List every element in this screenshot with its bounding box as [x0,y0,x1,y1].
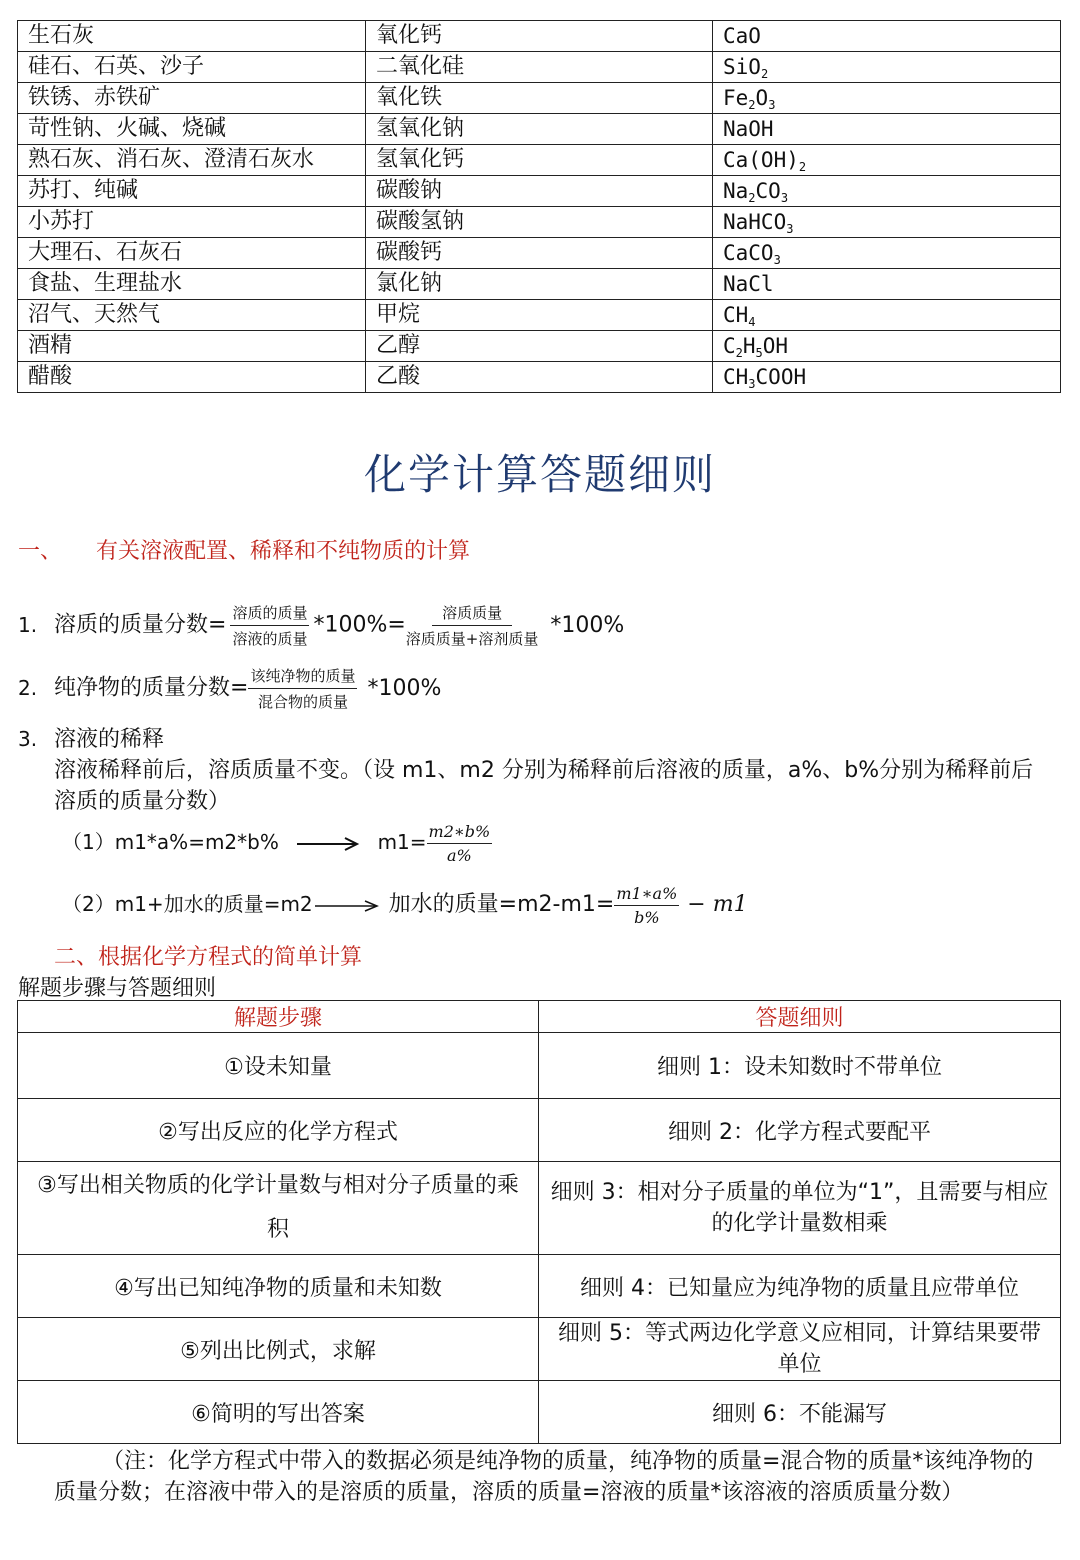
formula-cell [713,145,1061,176]
step-cell: ①设未知量 [18,1033,539,1099]
numerator: m2∗b% [427,822,493,844]
footnote [54,1446,1054,1508]
table-row [18,1318,1061,1381]
rule-cell: 细则 5：等式两边化学意义应相同，计算结果要带单位 [539,1318,1061,1381]
equation-tail: − m1 [687,892,748,917]
formula-part: SiO [723,55,761,79]
common-name-cell: 硅石、石英、沙子 [18,52,366,83]
formula-text: *100% [367,675,442,701]
formula-text: *100% [550,612,625,638]
formula-part: COOH [755,365,807,389]
rule-cell: 细则 3：相对分子质量的单位为“1”，且需要与相应的化学计量数相乘 [539,1162,1061,1255]
common-name-cell: 苏打、纯碱 [18,176,366,207]
chemical-name-cell: 氧化铁 [366,83,713,114]
table-row [18,52,1061,83]
formula-part: H [742,334,756,358]
dilution-text-line1: 溶液稀释前后，溶质质量不变。（设 m1、m2 分别为稀释前后溶液的质量，a%、b%分别为稀释前后 [54,758,1034,783]
formula-subscript: 3 [768,98,776,112]
chemical-name-cell: 二氧化硅 [366,52,713,83]
chemical-name-cell: 碳酸钠 [366,176,713,207]
chemical-name-cell: 乙酸 [366,362,713,393]
page-title: 化学计算答题细则 [363,450,716,499]
step-cell: ②写出反应的化学方程式 [18,1099,539,1162]
formula-part: O [755,86,769,110]
equation-left: （1）m1*a%=m2*b% [62,830,279,854]
item-number: 2. [18,675,38,700]
formula-cell [713,207,1061,238]
numerator: m1∗a% [614,884,679,906]
fraction [427,822,493,865]
column-header-rules: 答题细则 [539,1001,1061,1033]
right-arrow-icon [295,836,361,852]
numerator: 溶质质量 [432,602,512,626]
step-cell: ⑥简明的写出答案 [18,1381,539,1444]
denominator: a% [447,846,472,865]
formula-part: NaOH [723,117,774,141]
dilution-equation-1 [62,822,496,865]
rule-cell: 细则 1：设未知数时不带单位 [539,1033,1061,1099]
section1-title: 有关溶液配置、稀释和不纯物质的计算 [96,539,471,564]
item-number: 1. [18,612,38,637]
formula-mass-fraction [18,602,624,649]
formula-text: *100%= [313,612,406,638]
item-title: 溶液的稀释 [54,727,165,752]
formula-cell [713,83,1061,114]
common-name-cell: 熟石灰、消石灰、澄清石灰水 [18,145,366,176]
common-name-cell: 食盐、生理盐水 [18,269,366,300]
dilution-equation-2 [62,884,748,927]
common-name-cell: 苛性钠、火碱、烧碱 [18,114,366,145]
formula-part: Ca(OH) [723,148,799,172]
formula-subscript: 3 [786,222,794,236]
item-number: 3. [18,727,38,751]
denominator: 溶液的质量 [232,630,308,648]
denominator: 混合物的质量 [257,693,348,711]
table-row [18,300,1061,331]
table-row [18,362,1061,393]
table-row [18,1162,1061,1255]
table-row [18,331,1061,362]
formula-part: CH [723,365,749,389]
formula-subscript: 3 [748,377,756,391]
table-row [18,1381,1061,1444]
chemical-name-cell: 氧化钙 [366,21,713,52]
formula-subscript: 3 [780,191,789,205]
common-name-cell: 生石灰 [18,21,366,52]
fraction [230,602,309,649]
denominator: 溶质质量+溶剂质量 [405,630,539,648]
dilution-text-line2: 溶质的质量分数） [54,789,231,814]
common-name-cell: 酒精 [18,331,366,362]
formula-part: CO [755,179,781,203]
compound-names-table [17,20,1061,393]
steps-rules-table [17,1000,1061,1444]
formula-subscript: 3 [773,253,781,267]
common-name-cell: 大理石、石灰石 [18,238,366,269]
table-row [18,176,1061,207]
formula-part: Fe [723,86,749,110]
formula-part: CH [723,303,749,327]
fraction [248,665,357,712]
formula-part: C [723,334,736,358]
table-row [18,83,1061,114]
numerator: 溶质的质量 [230,602,309,626]
chemical-name-cell: 乙醇 [366,331,713,362]
step-cell: ⑤列出比例式，求解 [18,1318,539,1381]
formula-part: OH [762,334,789,358]
chemical-name-cell: 甲烷 [366,300,713,331]
formula-cell [713,114,1061,145]
rule-cell: 细则 4：已知量应为纯净物的质量且应带单位 [539,1255,1061,1318]
formula-cell [713,300,1061,331]
common-name-cell: 铁锈、赤铁矿 [18,83,366,114]
formula-part: CaCO [723,241,774,265]
chemical-name-cell: 氢氧化钙 [366,145,713,176]
equation-right: m1= [377,830,427,854]
section1-heading [18,534,470,565]
formula-part: Na [723,179,749,203]
table-row [18,269,1061,300]
table-row [18,21,1061,52]
table-row [18,145,1061,176]
chemical-name-cell: 氢氧化钠 [366,114,713,145]
formula-part: NaCl [723,272,774,296]
rule-cell: 细则 6：不能漏写 [539,1381,1061,1444]
formula-label: 溶质的质量分数= [54,612,227,638]
formula-part: NaHCO [723,210,787,234]
table-row [18,207,1061,238]
formula-cell [713,362,1061,393]
equation-left: （2）m1+加水的质量=m2 [62,892,313,916]
table-header-row [18,1001,1061,1033]
rule-cell: 细则 2：化学方程式要配平 [539,1099,1061,1162]
column-header-steps: 解题步骤 [18,1001,539,1033]
denominator: b% [634,908,660,927]
section2-heading: 二、根据化学方程式的简单计算 [54,945,363,970]
formula-label: 纯净物的质量分数= [54,675,249,701]
chemical-name-cell: 碳酸钙 [366,238,713,269]
common-name-cell: 小苏打 [18,207,366,238]
formula-cell [713,21,1061,52]
formula-cell [713,269,1061,300]
formula-subscript: 2 [735,346,743,360]
common-name-cell: 醋酸 [18,362,366,393]
fraction [614,884,679,927]
dilution-heading [18,722,164,753]
formula-subscript: 2 [798,160,807,174]
table-row [18,238,1061,269]
table-row [18,1099,1061,1162]
step-cell: ④写出已知纯净物的质量和未知数 [18,1255,539,1318]
footnote-text: （注：化学方程式中带入的数据必须是纯净物的质量，纯净物的质量=混合物的质量*该纯净物的质量分数；在溶液中带入的是溶质的质量，溶质的质量=溶液的质量*该溶液的溶质质量分数） [54,1449,1034,1505]
section1-number: 一、 [18,539,63,564]
common-name-cell: 沼气、天然气 [18,300,366,331]
formula-subscript: 5 [755,346,763,360]
formula-cell [713,176,1061,207]
section2-subtitle: 解题步骤与答题细则 [18,976,217,1001]
chemical-name-cell: 碳酸氢钠 [366,207,713,238]
table-row [18,1033,1061,1099]
equation-right: 加水的质量=m2-m1= [388,892,615,917]
formula-cell [713,331,1061,362]
formula-part: CaO [723,24,761,48]
step-cell: ③写出相关物质的化学计量数与相对分子质量的乘积 [18,1162,539,1255]
formula-cell [713,52,1061,83]
numerator: 该纯净物的质量 [248,665,357,689]
table-row [18,114,1061,145]
formula-purity-fraction [18,665,441,712]
chemical-name-cell: 氯化钠 [366,269,713,300]
table-row [18,1255,1061,1318]
formula-subscript: 2 [748,191,756,205]
right-arrow-icon [313,898,381,914]
fraction [406,602,539,649]
formula-subscript: 2 [748,98,756,112]
formula-cell [713,238,1061,269]
formula-subscript: 4 [748,315,756,329]
formula-subscript: 2 [760,67,769,81]
